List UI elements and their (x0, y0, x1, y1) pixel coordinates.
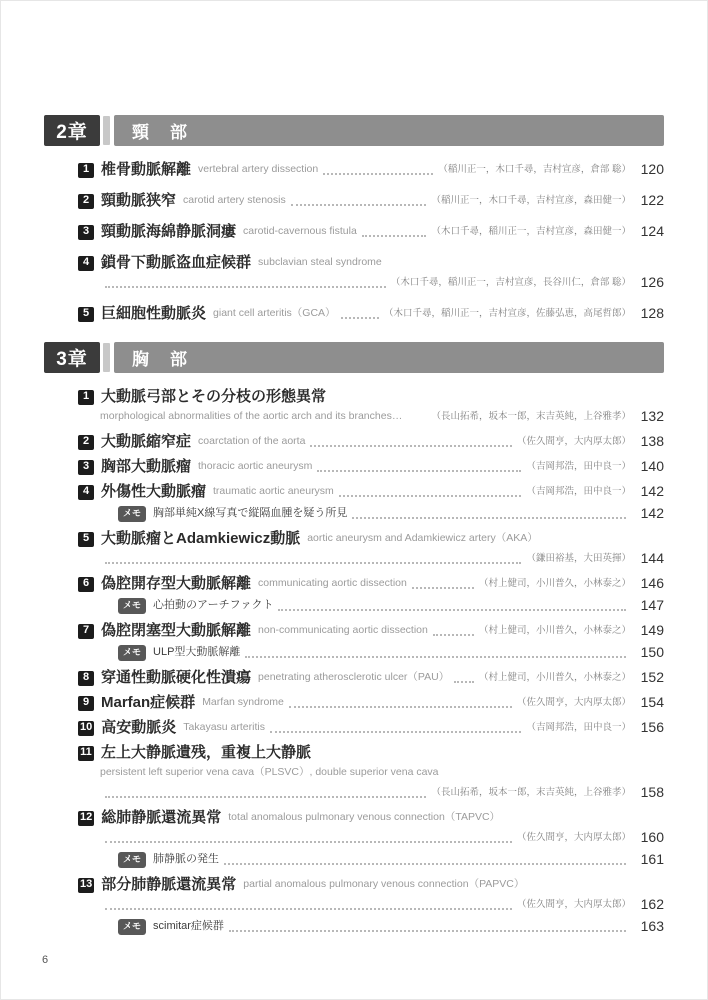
entry-title-ja: 偽腔開存型大動脈解離 (101, 574, 252, 592)
entry-page-number: 161 (640, 851, 664, 868)
memo-title: scimitar症候群 (153, 920, 224, 933)
dot-leader (245, 656, 626, 658)
toc-entry (78, 432, 664, 452)
toc-entry (78, 529, 664, 569)
toc-entry-row (78, 574, 664, 594)
toc-entry-row (100, 763, 664, 783)
entry-title-ja: 高安動脈炎 (101, 718, 177, 736)
entry-number-badge: 11 (78, 746, 94, 761)
entry-title-en: morphological abnormalities of the aortic arch and its branches… (100, 410, 403, 423)
entry-page-number: 128 (640, 305, 664, 322)
memo-badge: メモ (118, 598, 146, 613)
chapter-header-notch (103, 343, 110, 372)
toc-entry-row (78, 668, 664, 688)
toc-entry (78, 387, 664, 427)
toc-entry-row (78, 875, 664, 895)
entry-title-ja: Marfan症候群 (101, 693, 196, 711)
entry-number-badge: 1 (78, 390, 94, 405)
entry-number-badge: 4 (78, 485, 94, 500)
memo-title: 胸部単純X線写真で縦隔血腫を疑う所見 (153, 507, 348, 520)
toc-entry-row (78, 743, 664, 763)
toc-entry-row (100, 895, 664, 915)
entry-number-badge: 2 (78, 194, 94, 209)
entry-title-en: subclavian steal syndrome (258, 256, 382, 269)
entry-authors: （木口千尋，稲川正一，吉村宣彦，長谷川仁，倉部 聡） (390, 277, 631, 289)
entry-title-en: giant cell arteritis（GCA） (213, 307, 336, 320)
entry-number-badge: 9 (78, 696, 94, 711)
toc-entry (78, 304, 664, 324)
dot-leader (291, 204, 427, 206)
entry-authors: （木口千尋，稲川正一，吉村宣彦，森田健一） (431, 226, 631, 238)
toc-entry-row (78, 529, 664, 549)
entry-list (78, 387, 664, 937)
entry-authors: （吉岡邦浩，田中良一） (526, 486, 631, 498)
entry-page-number: 144 (640, 550, 664, 567)
dot-leader (278, 609, 626, 611)
entry-title-ja: 大動脈瘤とAdamkiewicz動脈 (101, 529, 301, 547)
entry-authors: （稲川正一，木口千尋，吉村宣彦，倉部 聡） (438, 164, 631, 176)
entry-title-ja: 大動脈弓部とその分枝の形態異常 (101, 387, 327, 405)
entry-title-en: Takayasu arteritis (183, 721, 265, 734)
entry-authors: （吉岡邦浩，田中良一） (526, 722, 631, 734)
entry-page-number: 160 (640, 829, 664, 846)
toc-entry (78, 253, 664, 293)
toc-entry-row (78, 253, 664, 273)
memo-title: 肺静脈の発生 (153, 853, 220, 866)
dot-leader (433, 634, 474, 636)
dot-leader (224, 863, 626, 865)
entry-page-number: 150 (640, 644, 664, 661)
toc-entry-row (78, 387, 664, 407)
entry-number-badge: 8 (78, 671, 94, 686)
memo-row (118, 643, 664, 663)
entry-page-number: 142 (640, 505, 664, 522)
entry-authors: （佐久間亨，大内厚太郎） (516, 697, 631, 709)
entry-authors: （佐久間亨，大内厚太郎） (516, 832, 631, 844)
entry-title-en: carotid-cavernous fistula (243, 225, 357, 238)
entry-authors: （村上健司，小川普久，小林泰之） (478, 578, 631, 590)
toc-entry-row (78, 432, 664, 452)
dot-leader (105, 908, 512, 910)
memo-title: ULP型大動脈解離 (153, 646, 241, 659)
toc-entry (78, 457, 664, 477)
memo-row (118, 850, 664, 870)
entry-title-ja: 総肺静脈還流異常 (101, 808, 222, 826)
dot-leader (105, 796, 426, 798)
entry-page-number: 124 (640, 223, 664, 240)
memo-badge: メモ (118, 852, 146, 867)
entry-page-number: 120 (640, 161, 664, 178)
dot-leader (362, 235, 427, 237)
dot-leader (341, 317, 379, 319)
entry-authors: （長山拓希，坂本一郎，末吉英純，上谷雅孝） (431, 411, 631, 423)
memo-badge: メモ (118, 645, 146, 660)
entry-authors: （木口千尋，稲川正一，吉村宣彦，佐藤弘恵，高尾哲郎） (383, 308, 631, 320)
dot-leader (289, 706, 512, 708)
memo-title: 心拍動のアーチファクト (153, 599, 274, 612)
entry-number-badge: 1 (78, 163, 94, 178)
entry-authors: （佐久間亨，大内厚太郎） (516, 899, 631, 911)
dot-leader (454, 681, 474, 683)
entry-title-ja: 胸部大動脈瘤 (101, 457, 192, 475)
toc-entry-row (78, 482, 664, 502)
entry-number-badge: 2 (78, 435, 94, 450)
entry-number-badge: 5 (78, 532, 94, 547)
entry-page-number: 156 (640, 719, 664, 736)
entry-number-badge: 4 (78, 256, 94, 271)
entry-title-en: carotid artery stenosis (183, 194, 286, 207)
toc-entry-row (78, 808, 664, 828)
memo-row (118, 596, 664, 616)
dot-leader (412, 587, 474, 589)
entry-title-en: total anomalous pulmonary venous connection（TAPVC） (228, 811, 501, 824)
entry-title-en: persistent left superior vena cava（PLSVC）, double superior vena cava (100, 766, 439, 779)
memo-badge: メモ (118, 919, 146, 934)
chapter-title: 胸 部 (132, 350, 189, 369)
entry-title-en: thoracic aortic aneurysm (198, 460, 313, 473)
chapter-header-notch (103, 116, 110, 145)
toc-entry-row (100, 273, 664, 293)
entry-number-badge: 3 (78, 225, 94, 240)
entry-authors: （鎌田裕基，大田英揮） (526, 553, 631, 565)
toc-entry-row (78, 718, 664, 738)
toc-entry (78, 718, 664, 738)
entry-title-ja: 頸動脈海綿静脈洞瘻 (101, 222, 237, 240)
memo-row (118, 917, 664, 937)
entry-number-badge: 7 (78, 624, 94, 639)
dot-leader (310, 445, 512, 447)
entry-authors: （吉岡邦浩，田中良一） (526, 461, 631, 473)
entry-authors: （長山拓希，坂本一郎，末吉英純，上谷雅孝） (431, 787, 631, 799)
entry-title-en: aortic aneurysm and Adamkiewicz artery（AKA） (307, 532, 538, 545)
entry-page-number: 162 (640, 896, 664, 913)
entry-page-number: 126 (640, 274, 664, 291)
entry-title-en: penetrating atherosclerotic ulcer（PAU） (258, 671, 450, 684)
entry-list (78, 160, 664, 324)
entry-page-number: 122 (640, 192, 664, 209)
chapter-title: 頸 部 (132, 123, 189, 142)
toc-entry-row (100, 828, 664, 848)
dot-leader (105, 841, 512, 843)
toc-entry-row (100, 407, 664, 427)
toc-entry (78, 621, 664, 663)
toc-entry-row (78, 457, 664, 477)
dot-leader (105, 562, 521, 564)
entry-page-number: 147 (640, 597, 664, 614)
chapter-title-bar (114, 342, 664, 373)
toc-entry (78, 482, 664, 524)
entry-title-ja: 椎骨動脈解離 (101, 160, 192, 178)
memo-row (118, 504, 664, 524)
entry-number-badge: 10 (78, 721, 94, 736)
entry-authors: （稲川正一，木口千尋，吉村宣彦，森田健一） (431, 195, 631, 207)
entry-title-en: coarctation of the aorta (198, 435, 306, 448)
dot-leader (105, 286, 386, 288)
chapter-list (44, 115, 664, 955)
entry-page-number: 158 (640, 784, 664, 801)
toc-entry (78, 875, 664, 937)
chapter-section (44, 115, 664, 324)
entry-title-en: partial anomalous pulmonary venous connection（PAPVC） (243, 878, 525, 891)
chapter-header (44, 115, 664, 146)
toc-entry-row (78, 621, 664, 641)
dot-leader (339, 495, 522, 497)
dot-leader (229, 930, 626, 932)
entry-number-badge: 6 (78, 577, 94, 592)
entry-number-badge: 12 (78, 811, 94, 826)
toc-entry (78, 574, 664, 616)
entry-title-ja: 部分肺静脈還流異常 (101, 875, 237, 893)
entry-title-ja: 巨細胞性動脈炎 (101, 304, 207, 322)
entry-title-en: non-communicating aortic dissection (258, 624, 428, 637)
entry-title-en: traumatic aortic aneurysm (213, 485, 334, 498)
toc-entry-row (78, 191, 664, 211)
entry-authors: （佐久間亨，大内厚太郎） (516, 436, 631, 448)
dot-leader (317, 470, 521, 472)
toc-entry-row (100, 549, 664, 569)
toc-entry (78, 743, 664, 803)
toc-entry-row (78, 304, 664, 324)
entry-title-ja: 鎖骨下動脈盗血症候群 (101, 253, 252, 271)
chapter-title-bar (114, 115, 664, 146)
toc-entry (78, 191, 664, 211)
entry-title-ja: 外傷性大動脈瘤 (101, 482, 207, 500)
toc-entry (78, 693, 664, 713)
memo-badge: メモ (118, 506, 146, 521)
entry-authors: （村上健司，小川普久，小林泰之） (478, 625, 631, 637)
toc-entry-row (78, 160, 664, 180)
dot-leader (270, 731, 522, 733)
entry-page-number: 149 (640, 622, 664, 639)
entry-page-number: 138 (640, 433, 664, 450)
entry-title-en: communicating aortic dissection (258, 577, 407, 590)
entry-page-number: 163 (640, 918, 664, 935)
toc-entry-row (100, 783, 664, 803)
entry-number-badge: 13 (78, 878, 94, 893)
entry-title-en: Marfan syndrome (202, 696, 284, 709)
entry-title-ja: 穿通性動脈硬化性潰瘍 (101, 668, 252, 686)
entry-page-number: 146 (640, 575, 664, 592)
entry-authors: （村上健司，小川普久，小林泰之） (478, 672, 631, 684)
toc-entry (78, 808, 664, 870)
chapter-header (44, 342, 664, 373)
entry-page-number: 152 (640, 669, 664, 686)
entry-page-number: 154 (640, 694, 664, 711)
footer-page-number: 6 (42, 954, 49, 966)
entry-title-ja: 頸動脈狭窄 (101, 191, 177, 209)
entry-title-ja: 大動脈縮窄症 (101, 432, 192, 450)
entry-title-ja: 偽腔閉塞型大動脈解離 (101, 621, 252, 639)
toc-entry (78, 222, 664, 242)
entry-page-number: 132 (640, 408, 664, 425)
toc-entry (78, 160, 664, 180)
dot-leader (352, 517, 626, 519)
toc-entry (78, 668, 664, 688)
dot-leader (323, 173, 433, 175)
toc-entry-row (78, 693, 664, 713)
toc-entry-row (78, 222, 664, 242)
chapter-section (44, 342, 664, 937)
entry-number-badge: 3 (78, 460, 94, 475)
entry-title-ja: 左上大静脈遺残，重複上大静脈 (101, 743, 312, 761)
entry-page-number: 140 (640, 458, 664, 475)
chapter-number-badge: 3章 (44, 342, 100, 373)
entry-title-en: vertebral artery dissection (198, 163, 319, 176)
chapter-number-badge: 2章 (44, 115, 100, 146)
entry-number-badge: 5 (78, 307, 94, 322)
entry-page-number: 142 (640, 483, 664, 500)
